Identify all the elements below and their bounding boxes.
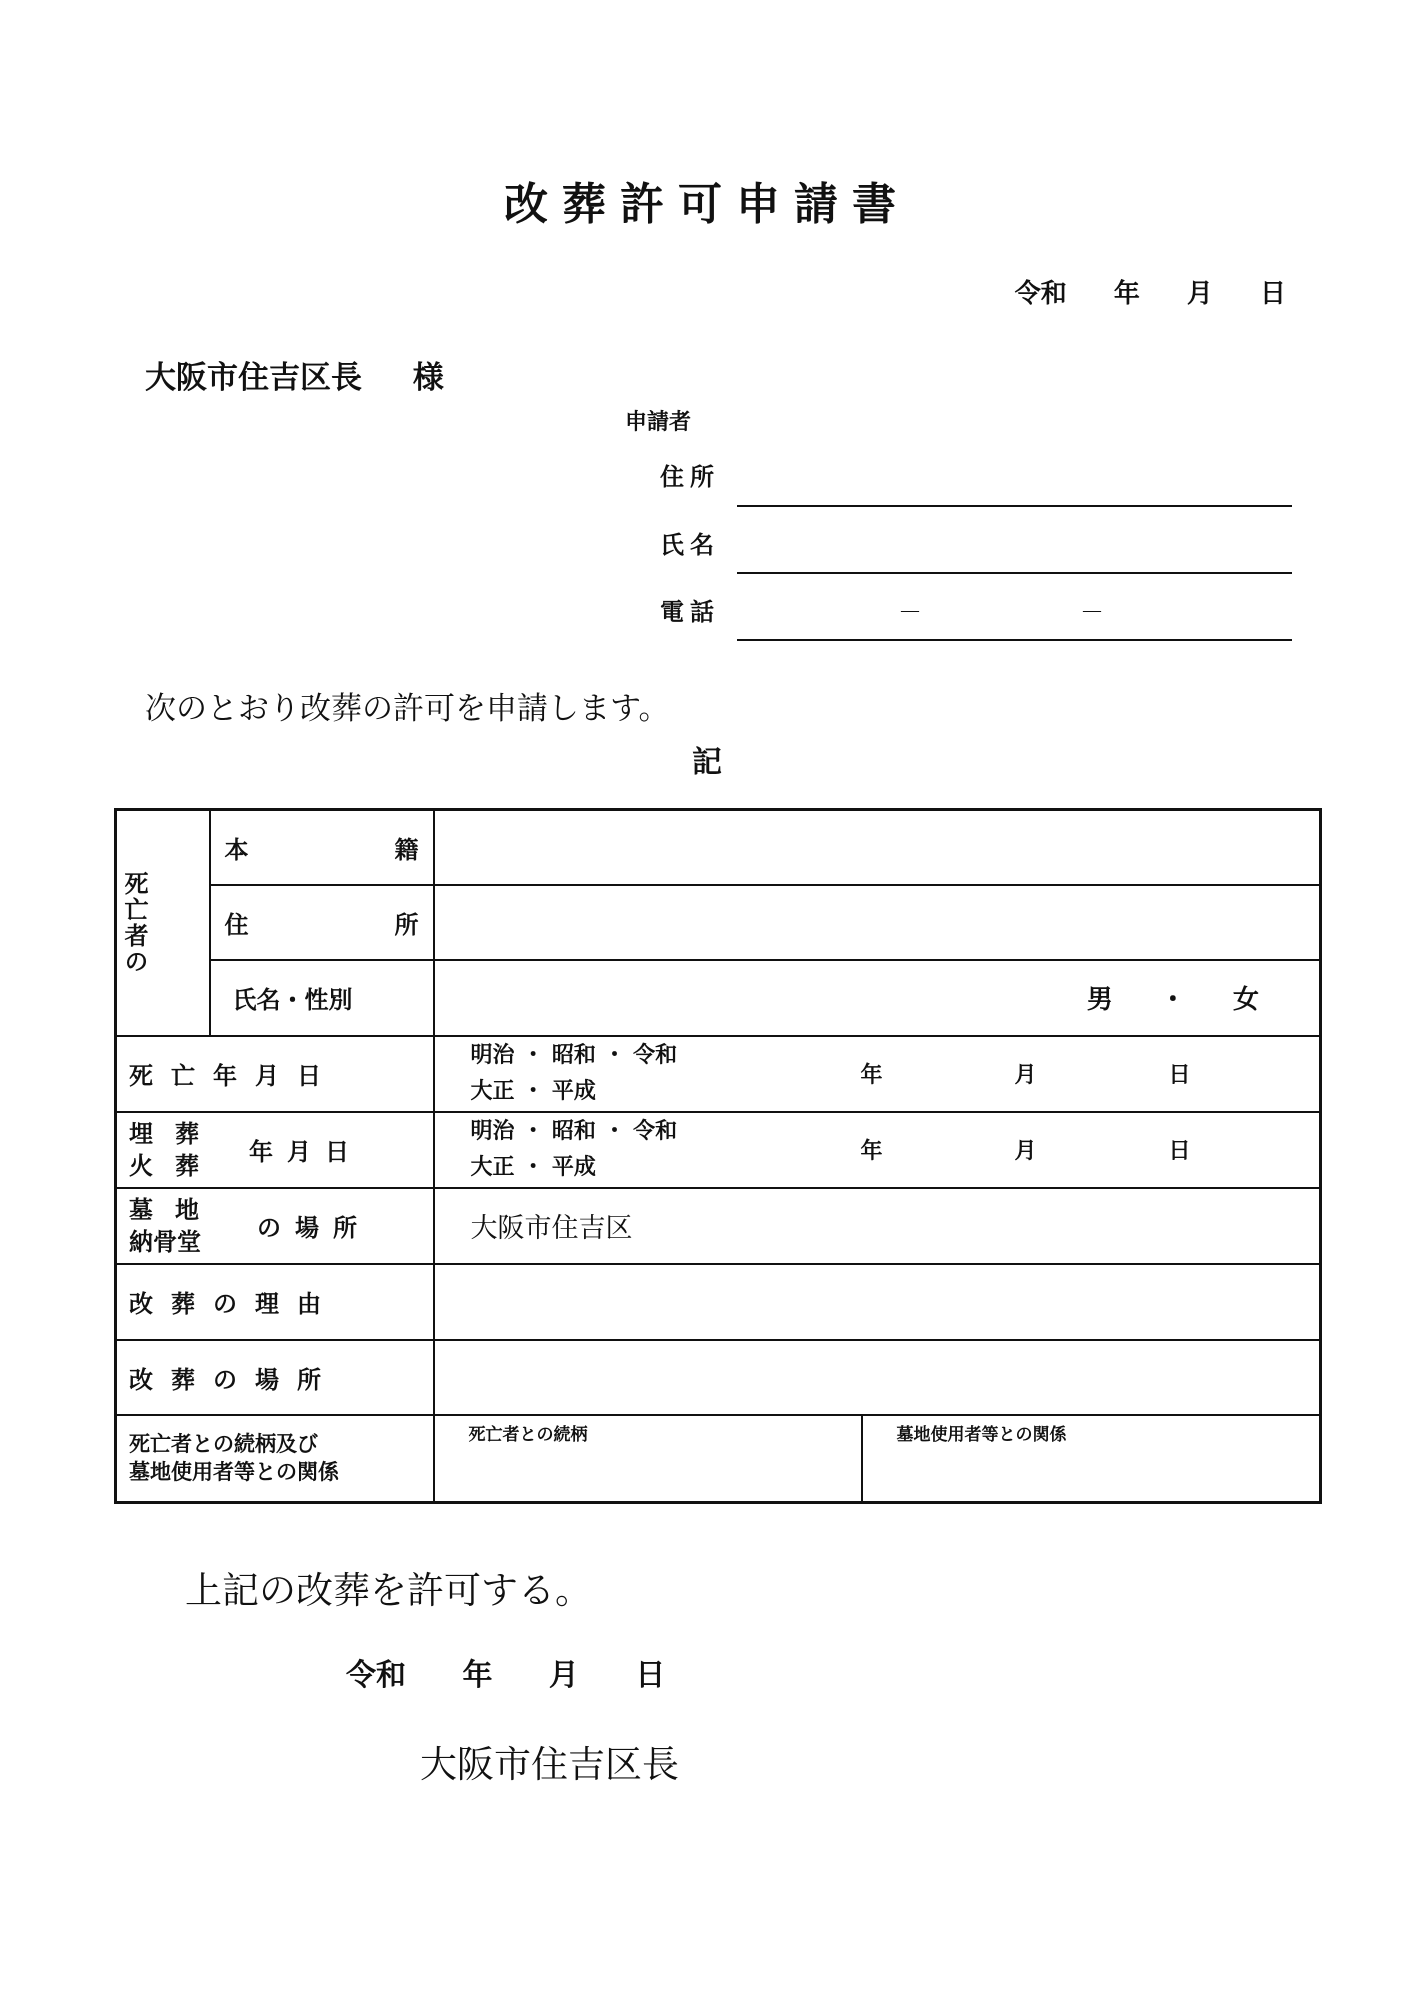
honseki-label-cell bbox=[210, 810, 434, 885]
issuer-name: 大阪市住吉区長 bbox=[420, 1743, 679, 1786]
approval-date-year: 年 bbox=[462, 1658, 493, 1693]
document-title: 改葬許可申請書 bbox=[504, 179, 910, 230]
applicant-address-label: 住所 bbox=[660, 463, 720, 491]
reburial-place-label: 改葬の場所 bbox=[116, 1340, 434, 1415]
burial-ymd-label: 年月日 bbox=[249, 1138, 363, 1166]
address-label-cell bbox=[210, 885, 434, 960]
name-sex-label: 氏名・性別 bbox=[210, 960, 434, 1036]
death-date-ymd: 年 月 日 bbox=[860, 1063, 1191, 1088]
burial-cremation-label: 埋葬 火葬 bbox=[129, 1119, 221, 1180]
relation-label-cell bbox=[116, 1415, 434, 1503]
deceased-address-field[interactable] bbox=[434, 885, 1321, 960]
date-year: 年 bbox=[1113, 279, 1140, 309]
application-form-table bbox=[114, 808, 1322, 1504]
application-date bbox=[1015, 273, 1286, 310]
location-suffix: の場所 bbox=[257, 1214, 371, 1242]
addressee-honorific: 様 bbox=[412, 360, 444, 396]
approval-text: 上記の改葬を許可する。 bbox=[185, 1569, 592, 1612]
relation-to-grave-user-caption: 墓地使用者等との関係 bbox=[896, 1424, 1067, 1445]
deceased-address-label: 住 所 bbox=[224, 910, 419, 939]
name-sex-field[interactable] bbox=[434, 960, 1321, 1036]
date-era: 令和 bbox=[1014, 279, 1067, 309]
male-option[interactable]: 男 bbox=[1086, 985, 1113, 1015]
relation-to-deceased-caption: 死亡者との続柄 bbox=[468, 1424, 588, 1445]
grave-location-field[interactable]: 大阪市住吉区 bbox=[434, 1188, 1321, 1264]
sex-choice: 男 ・ 女 bbox=[1086, 985, 1259, 1015]
burial-date-field[interactable] bbox=[434, 1112, 1321, 1188]
applicant-label: 申請者 bbox=[625, 410, 692, 435]
approval-date bbox=[346, 1650, 665, 1694]
death-date-field[interactable] bbox=[434, 1036, 1321, 1112]
date-day: 日 bbox=[1259, 279, 1286, 309]
grave-location-label-cell bbox=[116, 1188, 434, 1264]
approval-date-month: 月 bbox=[548, 1658, 579, 1693]
ki-marker: 記 bbox=[692, 745, 722, 780]
relation-to-grave-user-field[interactable] bbox=[862, 1415, 1321, 1503]
relation-label-line2: 墓地使用者等との関係 bbox=[129, 1460, 339, 1485]
reburial-place-field[interactable] bbox=[434, 1340, 1321, 1415]
deceased-group-cell bbox=[116, 810, 210, 1036]
burial-date-label-cell bbox=[116, 1112, 434, 1188]
applicant-phone-label: 電話 bbox=[660, 598, 720, 626]
phone-separator-1: － bbox=[898, 598, 922, 626]
applicant-phone-line[interactable] bbox=[737, 639, 1292, 641]
applicant-name-line[interactable] bbox=[737, 572, 1292, 574]
reason-label: 改葬の理由 bbox=[116, 1264, 434, 1340]
burial-date-era: 明治 ・ 昭和 ・ 令和 大正 ・ 平成 bbox=[470, 1118, 678, 1180]
honseki-label: 本 籍 bbox=[224, 835, 419, 864]
applicant-address-line[interactable] bbox=[737, 505, 1292, 507]
relation-label-line1: 死亡者との続柄及び bbox=[129, 1432, 318, 1457]
death-date-label: 死亡年月日 bbox=[116, 1036, 434, 1112]
deceased-group-label: 死亡者の bbox=[120, 870, 148, 975]
approval-date-era: 令和 bbox=[346, 1658, 406, 1693]
female-option[interactable]: 女 bbox=[1232, 985, 1259, 1015]
death-date-era: 明治 ・ 昭和 ・ 令和 大正 ・ 平成 bbox=[470, 1042, 678, 1104]
approval-date-day: 日 bbox=[635, 1658, 666, 1693]
honseki-field[interactable] bbox=[434, 810, 1321, 885]
addressee-name: 大阪市住吉区長 bbox=[145, 360, 362, 396]
phone-separator-2: － bbox=[1080, 598, 1104, 626]
addressee bbox=[145, 352, 444, 397]
reason-field[interactable] bbox=[434, 1264, 1321, 1340]
intro-text: 次のとおり改葬の許可を申請します。 bbox=[145, 691, 670, 727]
applicant-name-label: 氏名 bbox=[660, 531, 720, 559]
grave-ossuary-label: 墓地 納骨堂 bbox=[129, 1195, 221, 1256]
burial-date-ymd: 年 月 日 bbox=[860, 1139, 1191, 1164]
date-month: 月 bbox=[1186, 279, 1213, 309]
relation-to-deceased-field[interactable] bbox=[434, 1415, 862, 1503]
